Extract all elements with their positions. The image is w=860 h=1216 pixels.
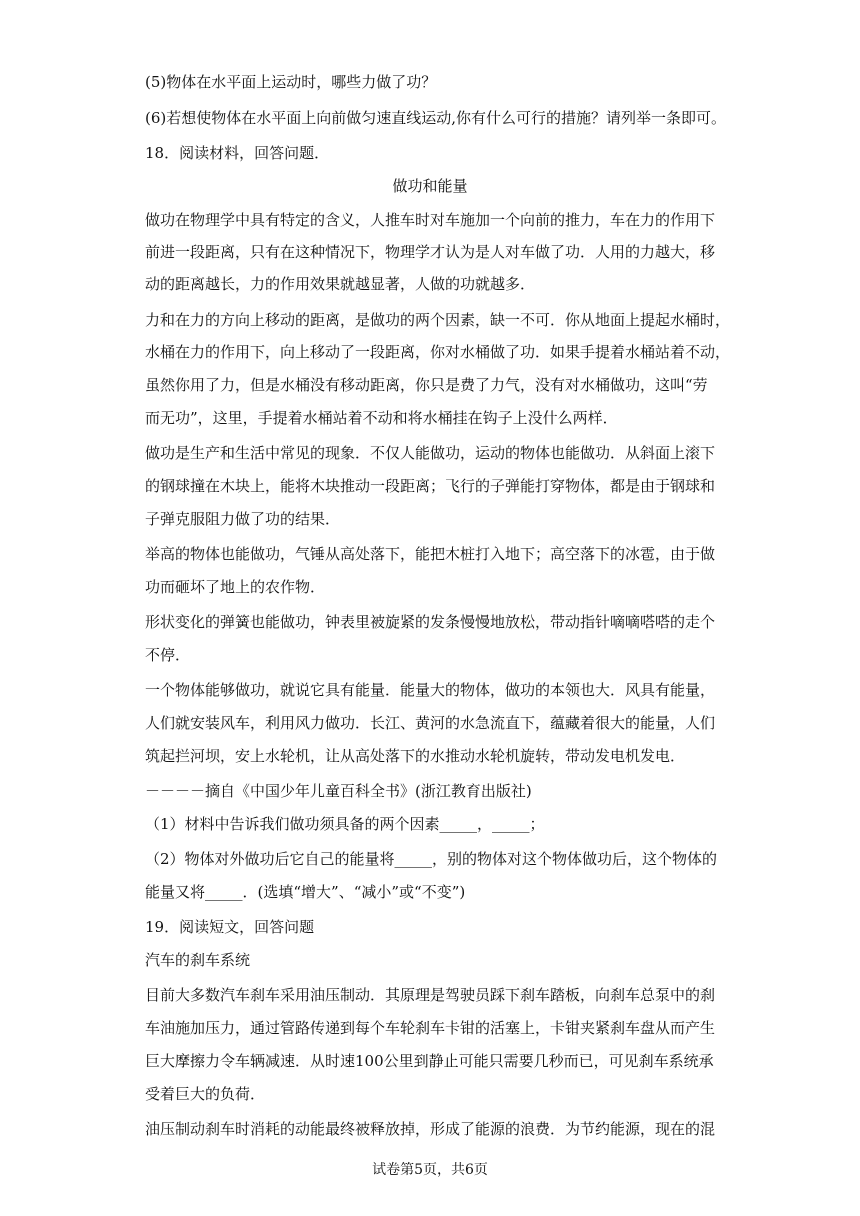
- q19-passage-line: 受着巨大的负荷．: [145, 1085, 266, 1103]
- q18-passage-line: 前进一段距离，只有在这种情况下，物理学才认为是人对车做了功．人用的力越大，移: [145, 243, 716, 261]
- q18-passage-line: 形状变化的弹簧也能做功，钟表里被旋紧的发条慢慢地放松，带动指针嘀嘀嗒嗒的走个: [145, 613, 716, 631]
- q19-passage-line: 车油施加压力，通过管路传递到每个车轮刹车卡钳的活塞上，卡钳夹紧刹车盘从而产生: [145, 1019, 716, 1037]
- q18-passage-line: 做功是生产和生活中常见的现象．不仅人能做功，运动的物体也能做功．从斜面上滚下: [145, 444, 716, 462]
- q18-passage-line: 不停．: [145, 646, 191, 664]
- page-footer: 试卷第5页，共6页: [372, 1162, 488, 1178]
- q18-passage-line: 举高的物体也能做功，气锤从高处落下，能把木桩打入地下；高空落下的冰雹，由于做: [145, 545, 716, 563]
- q18-passage-title: 做功和能量: [392, 177, 468, 195]
- q18-passage-line: 做功在物理学中具有特定的含义，人推车时对车施加一个向前的推力，车在力的作用下: [145, 211, 716, 229]
- q19-stem: 19．阅读短文，回答问题: [145, 918, 315, 936]
- q18-passage-line: 筑起拦河坝，安上水轮机，让从高处落下的水推动水轮机旋转，带动发电机发电．: [145, 747, 686, 765]
- q18-passage-line: 的钢球撞在木块上，能将木块推动一段距离；飞行的子弹能打穿物体，都是由于钢球和: [145, 477, 716, 495]
- q18-sub-question-2-cont: 能量又将_____．(选填“增大”、“减小”或“不变”): [145, 883, 466, 901]
- q19-passage-title: 汽车的刹车系统: [145, 951, 251, 969]
- q18-passage-line: 动的距离越长，力的作用效果就越显著，人做的功就越多．: [145, 275, 536, 293]
- q18-passage-line: 功而砸坏了地上的农作物．: [145, 578, 326, 596]
- q18-sub-question-2: （2）物体对外做功后它自己的能量将_____，别的物体对这个物体做功后，这个物体的: [145, 850, 718, 868]
- q17-item-6: (6)若想使物体在水平面上向前做匀速直线运动,你有什么可行的措施？请列举一条即可。: [145, 109, 727, 127]
- q18-passage-line: 水桶在力的作用下，向上移动了一段距离，你对水桶做了功．如果手提着水桶站着不动，: [145, 343, 731, 361]
- q18-passage-line: 而无功”，这里，手提着水桶站着不动和将水桶挂在钩子上没什么两样．: [145, 409, 618, 427]
- q18-passage-line: 力和在力的方向上移动的距离，是做功的两个因素，缺一不可．你从地面上提起水桶时，: [145, 311, 731, 329]
- q18-passage-line: 子弹克服阻力做了功的结果．: [145, 510, 341, 528]
- q18-passage-line: 人们就安装风车，利用风力做功．长江、黄河的水急流直下，蕴藏着很大的能量，人们: [145, 714, 716, 732]
- q18-source: －－－－摘自《中国少年儿童百科全书》(浙江教育出版社): [145, 782, 532, 800]
- q18-passage-line: 虽然你用了力，但是水桶没有移动距离，你只是费了力气，没有对水桶做功，这叫“劳: [145, 376, 708, 394]
- q18-stem: 18．阅读材料，回答问题．: [145, 144, 330, 162]
- q19-passage-line: 油压制动刹车时消耗的动能最终被释放掉，形成了能源的浪费．为节约能源，现在的混: [145, 1120, 716, 1138]
- q17-item-5: (5)物体在水平面上运动时，哪些力做了功？: [145, 73, 437, 91]
- q18-passage-line: 一个物体能够做功，就说它具有能量．能量大的物体，做功的本领也大．风具有能量，: [145, 681, 716, 699]
- q18-sub-question-1: （1）材料中告诉我们做功须具备的两个因素_____，_____；: [145, 815, 545, 833]
- q19-passage-line: 目前大多数汽车刹车采用油压制动．其原理是驾驶员踩下刹车踏板，向刹车总泵中的刹: [145, 986, 716, 1004]
- q19-passage-line: 巨大摩擦力令车辆减速．从时速100公里到静止可能只需要几秒而已，可见刹车系统承: [145, 1052, 714, 1070]
